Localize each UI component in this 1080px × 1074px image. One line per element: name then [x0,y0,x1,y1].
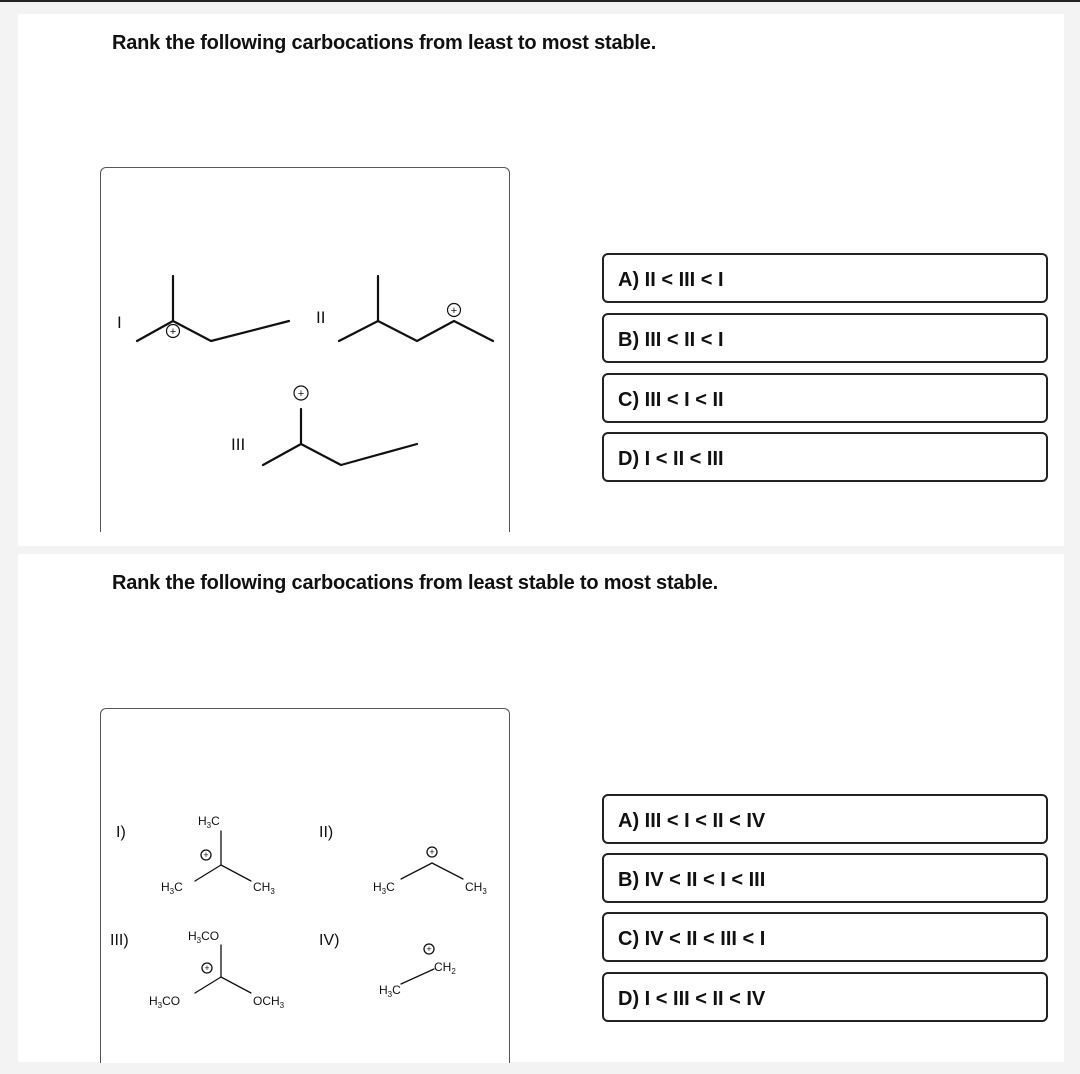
structure-IV-group-left: $H_3C$ [379,983,401,999]
q1-option-c[interactable]: C) III < I < II [602,373,1048,423]
structure-I-charge: + [203,850,209,860]
structure-II-skeleton [339,321,493,341]
question-2-prompt: Rank the following carbocations from least stable to most stable. [112,572,719,594]
structure-III-bond-left [195,977,221,993]
label-IV: IV) [319,932,340,949]
structure-II-charge: + [450,305,458,317]
structure-II-group-right: $CH_3$ [465,880,487,896]
structure-I-charge: + [169,326,177,338]
question-2-figure [100,708,510,1063]
q2-option-b[interactable]: B) IV < II < I < III [602,853,1048,903]
structure-II-charge: + [429,847,435,857]
structure-III-skeleton [263,444,417,465]
structure-II-group-left: $H_3C$ [373,880,395,896]
carbocation-structures-1 [101,168,509,532]
structure-I-group-left: $H_3C$ [161,880,183,896]
label-I: I [117,313,122,332]
carbocation-structures-2 [101,709,509,1063]
structure-I-bond-left [195,865,221,881]
label-III: III [231,435,246,454]
top-border [0,0,1080,2]
structure-III-group-top: $H_3CO$ [188,929,220,945]
structure-II-bond-right [432,863,463,879]
label-I: I) [116,824,126,841]
structure-III-bond-right [221,977,251,993]
q1-option-d[interactable]: D) I < II < III [602,432,1048,482]
question-1-prompt: Rank the following carbocations from least to most stable. [112,32,657,54]
q2-option-a[interactable]: A) III < I < II < IV [602,794,1048,844]
structure-III-group-right: $OCH_3$ [253,994,285,1010]
q1-option-b[interactable]: B) III < II < I [602,313,1048,363]
q2-option-c[interactable]: C) IV < II < III < I [602,912,1048,962]
structure-I-skeleton [137,321,289,341]
q1-option-a[interactable]: A) II < III < I [602,253,1048,303]
q2-option-d[interactable]: D) I < III < II < IV [602,972,1048,1022]
structure-II-bond-left [401,863,432,879]
structure-I-bond-right [221,865,251,881]
structure-III-charge: + [204,963,210,973]
structure-IV-bond [401,969,434,984]
structure-IV-group-right: $CH_2$ [434,960,456,976]
structure-I-group-top: $H_3C$ [198,814,220,830]
label-III: III) [110,932,129,949]
structure-III-charge: + [297,388,305,400]
question-1-figure [100,167,510,532]
label-II: II) [319,824,334,841]
structure-III-group-left: $H_3CO$ [149,994,181,1010]
structure-I-group-right: $CH_3$ [253,880,275,896]
structure-IV-charge: + [426,944,432,954]
label-II: II [316,308,326,327]
